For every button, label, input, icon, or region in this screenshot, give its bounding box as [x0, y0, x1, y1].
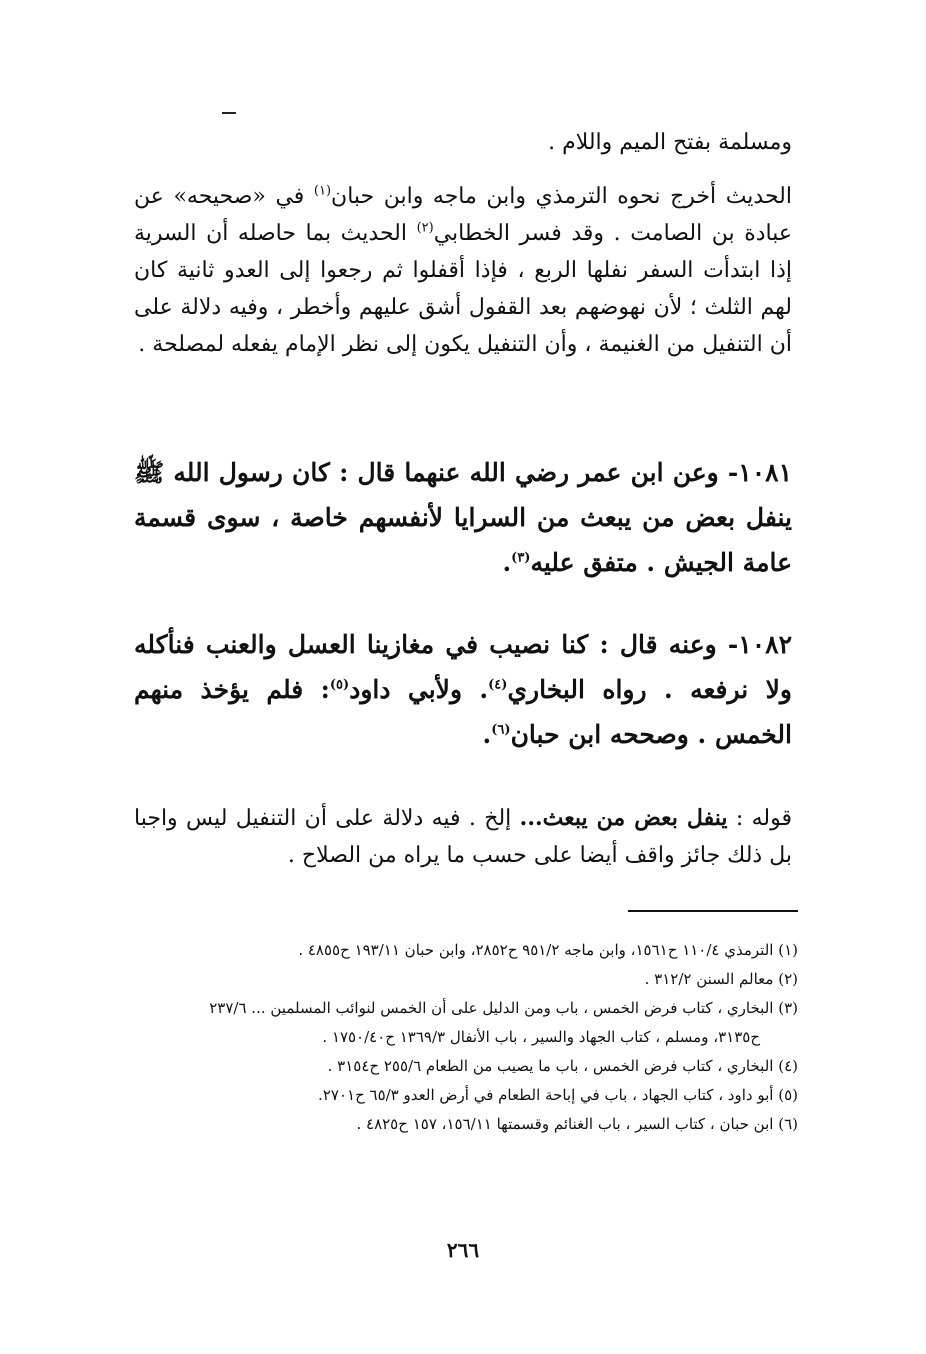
footnotes	[134, 936, 798, 1139]
footnote-number: (٤)	[778, 1057, 798, 1075]
paragraph-2	[134, 178, 792, 363]
paragraph-text	[134, 178, 792, 363]
footnote-text: الترمذي ١١٠/٤ ح١٥٦١، وابن ماجه ٩٥١/٢ ح٢٨٥٢، وابن حبان ١٩٣/١١ ح٤٨٥٥ .	[298, 941, 774, 959]
footnote-ref[interactable]: (٤)	[488, 677, 508, 693]
top-mark	[222, 112, 236, 114]
hadith-1081	[134, 450, 792, 585]
footnote-ref[interactable]: (٦)	[491, 722, 511, 738]
footnote-5	[134, 1081, 798, 1110]
footnote-6	[134, 1110, 798, 1139]
footnote-ref[interactable]: (١)	[313, 183, 332, 199]
text-run: ١٠٨٢- وعنه قال : كنا نصيب في مغازينا العسل والعنب فنأكله ولا نرفعه . رواه البخاري	[134, 630, 792, 704]
footnote-4	[134, 1052, 798, 1081]
footnote-text: معالم السنن ٣١٢/٢ .	[644, 970, 774, 988]
hadith-1082	[134, 622, 792, 757]
quoted-phrase: ينفل بعض من يبعث...	[519, 805, 728, 831]
text-run: إلخ . فيه دلالة على أن التنفيل ليس واجبا بل ذلك جائز واقف أيضا على حسب ما يراه من الصلاح .	[134, 806, 792, 868]
hadith-text	[134, 450, 792, 585]
paragraph-text: ومسلمة بفتح الميم واللام .	[548, 130, 792, 155]
footnote-ref[interactable]: (٢)	[416, 220, 434, 236]
footnote-ref[interactable]: (٥)	[329, 677, 350, 693]
footnote-1	[134, 936, 798, 965]
footnote-text: ابن حبان ، كتاب السير ، باب الغنائم وقسمتها ١٥٦/١١، ١٥٧ ح٤٨٢٥ .	[356, 1115, 774, 1133]
text-run: قوله :	[727, 806, 792, 831]
commentary-paragraph	[134, 800, 792, 874]
text-run: ١٠٨١- وعن ابن عمر رضي الله عنهما قال : كان رسول الله ﷺ ينفل بعض من يبعث من السرايا لأنفسهم خاصة ، سوى قسمة عامة الجيش . متفق عليه	[134, 458, 792, 577]
footnote-ref[interactable]: (٣)	[511, 550, 531, 566]
footnote-number: (٢)	[778, 970, 798, 988]
footnote-2	[134, 965, 798, 994]
text-run: : فلم يؤخذ منهم الخمس . وصححه ابن حبان	[134, 675, 792, 749]
text-run: الحديث أخرج نحوه الترمذي وابن ماجه وابن حبان	[331, 184, 792, 209]
footnote-divider	[628, 910, 798, 912]
text-run: في «صحيحه» عن عبادة بن الصامت . وقد فسر الخطابي	[134, 184, 792, 246]
footnote-text: أبو داود ، كتاب الجهاد ، باب في إباحة الطعام في أرض العدو ٦٥/٣ ح٢٧٠١.	[318, 1086, 774, 1104]
footnote-3	[134, 994, 798, 1052]
paragraph-1	[134, 124, 792, 161]
footnote-text: البخاري ، كتاب فرض الخمس ، باب ما يصيب من الطعام ٢٥٥/٦ ح٣١٥٤ .	[327, 1057, 774, 1075]
text-run: الحديث بما حاصله أن السرية إذا ابتدأت السفر نفلها الربع ، فإذا أقفلوا ثم رجعوا إلى العدو ثانية كان لهم الثلث ؛ لأن نهوضهم بعد القفول أشق عليهم وأخطر ، وفيه دلالة على أن التنفيل من الغنيمة ، وأن التنفيل يكون إلى نظر الإمام يفعله لمصلحة .	[134, 221, 792, 357]
page-number: ٢٦٦	[446, 1238, 480, 1262]
footnote-continuation: ح٣١٣٥، ومسلم ، كتاب الجهاد والسير ، باب الأنفال ١٣٦٩/٣ ح١٧٥٠/٤٠ .	[322, 1028, 760, 1046]
footnote-text: البخاري ، كتاب فرض الخمس ، باب ومن الدليل على أن الخمس لنوائب المسلمين ... ٢٣٧/٦	[209, 999, 774, 1017]
text-run: . ولأبي داود	[349, 675, 489, 704]
paragraph-text	[134, 800, 792, 874]
hadith-text	[134, 622, 792, 757]
text-run: .	[482, 720, 492, 749]
footnote-number: (٦)	[778, 1115, 798, 1133]
footnote-number: (٣)	[778, 999, 798, 1017]
footnote-number: (١)	[778, 941, 798, 959]
footnote-number: (٥)	[778, 1086, 798, 1104]
text-run: .	[502, 548, 512, 577]
